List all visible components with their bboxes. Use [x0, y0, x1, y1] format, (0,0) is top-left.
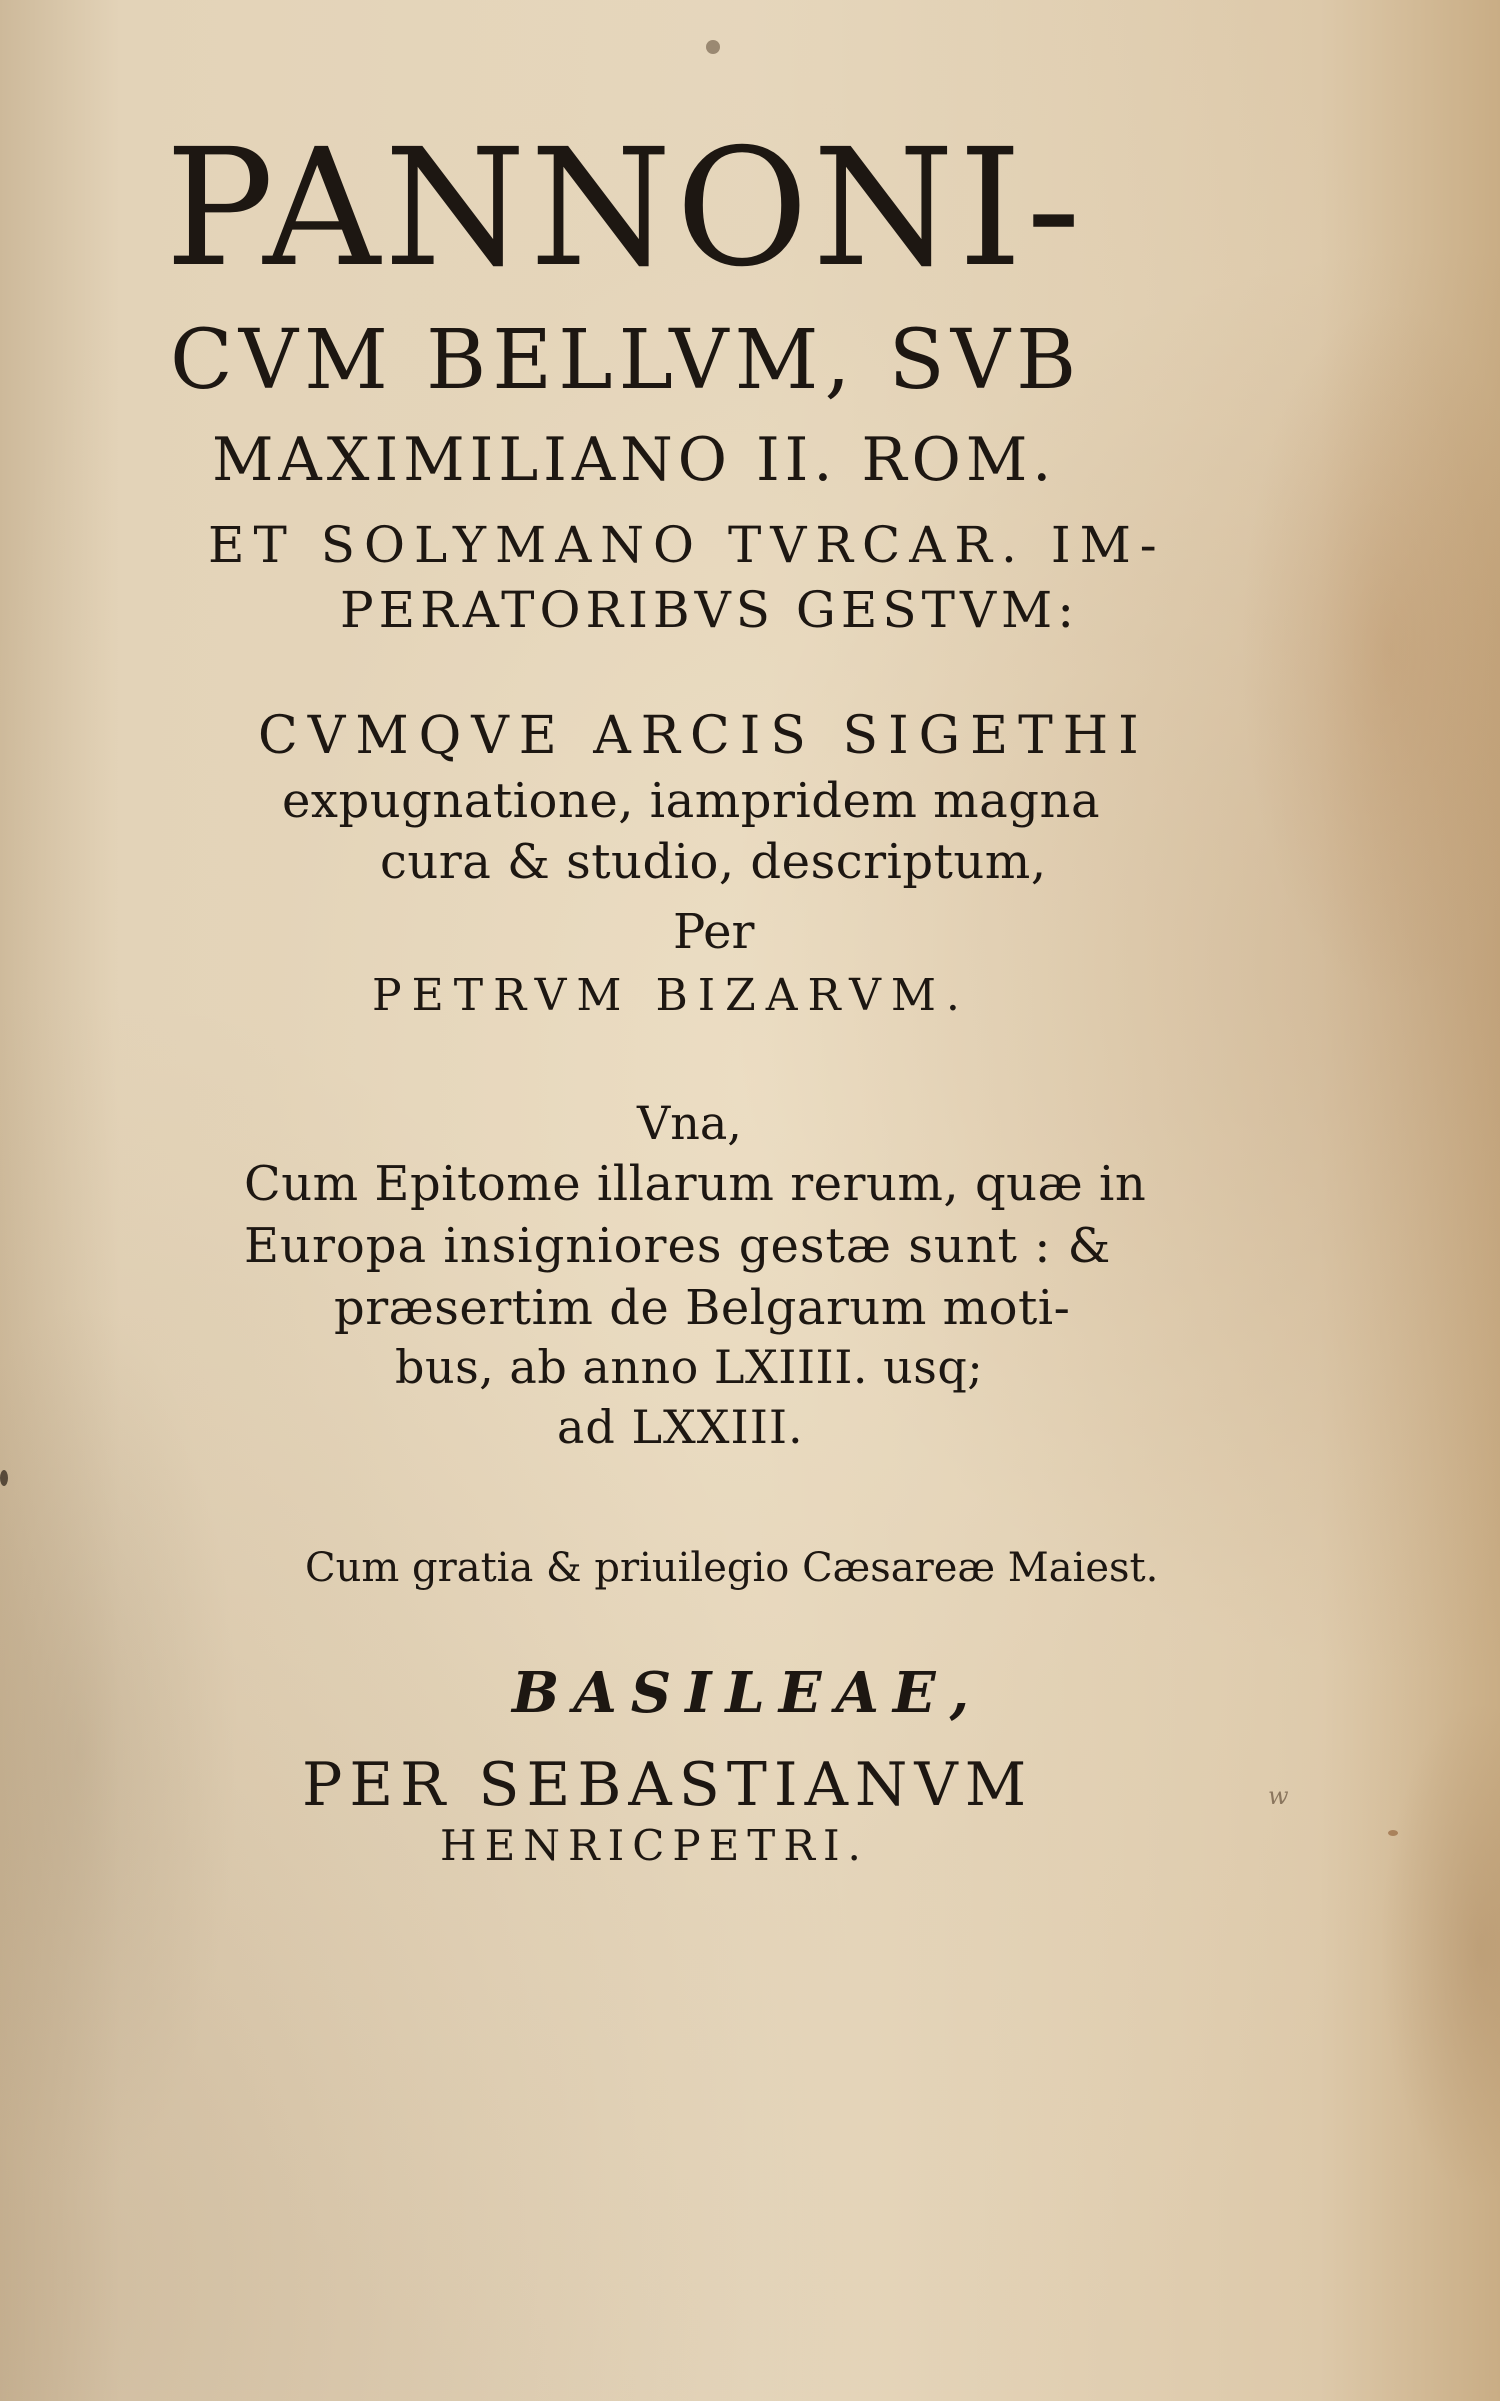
una-label: Vna,	[637, 1096, 742, 1150]
epitome-line-1: Cum Epitome illarum rerum, quæ in	[244, 1156, 1147, 1212]
printer-line-1: PER SEBASTIANVM	[302, 1750, 1034, 1820]
title-line-5: PERATORIBVS GESTVM:	[340, 581, 1080, 639]
printer-line-2: HENRICPETRI.	[440, 1821, 869, 1870]
epitome-line-5: ad LXXIII.	[557, 1400, 804, 1454]
title-line-2: CVM BELLVM, SVB	[170, 313, 1083, 408]
paper-stain	[1380, 1700, 1500, 2200]
epitome-line-3: præsertim de Belgarum moti-	[334, 1280, 1071, 1336]
privilege-line: Cum gratia & priuilegio Cæsareæ Maiest.	[305, 1545, 1159, 1591]
ink-spot	[1388, 1830, 1398, 1836]
paper-stain	[1240, 300, 1500, 1000]
title-line-1: PANNONI-	[165, 115, 1085, 303]
imprint-place: BASILEAE,	[512, 1660, 984, 1726]
per-label: Per	[673, 904, 755, 960]
ink-spot	[706, 40, 720, 54]
epitome-line-4: bus, ab anno LXIIII. usq;	[395, 1340, 984, 1394]
epitome-line-2: Europa insigniores gestæ sunt : &	[244, 1218, 1112, 1274]
title-line-4: ET SOLYMANO TVRCAR. IM-	[208, 516, 1166, 574]
subtitle-line-3: cura & studio, descriptum,	[380, 834, 1047, 890]
subtitle-line-1: CVMQVE ARCIS SIGETHI	[258, 706, 1149, 766]
title-line-3: MAXIMILIANO II. ROM.	[212, 425, 1057, 495]
subtitle-line-2: expugnatione, iampridem magna	[282, 773, 1101, 829]
margin-mark: w	[1268, 1782, 1289, 1810]
paper-stain	[0, 1300, 240, 2200]
ink-spot	[0, 1470, 8, 1486]
author-name: PETRVM BIZARVM.	[372, 970, 970, 1021]
